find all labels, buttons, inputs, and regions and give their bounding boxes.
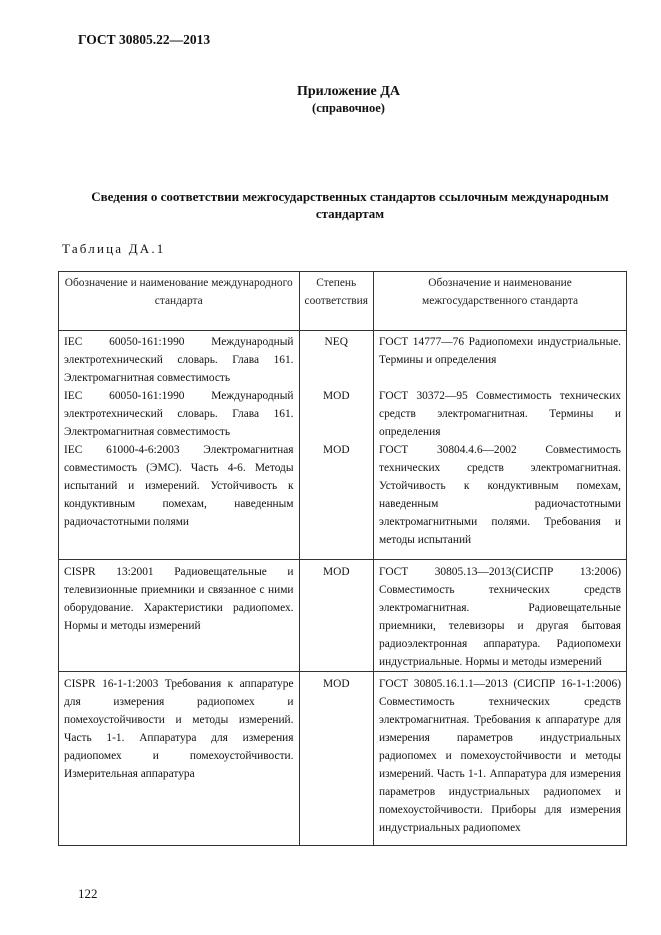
appendix-title: Приложение ДА (296, 84, 401, 99)
table-row (59, 560, 627, 672)
table-row (59, 331, 627, 388)
main-title: Сведения о соответствии межгосударственных стандартов ссылочным международным стандартам (91, 189, 609, 221)
table-row (59, 672, 627, 846)
cell-international-standard: IEC 60050-161:1990 Международный электротехнический словарь. Глава 161. Электромагнитная совместимость (59, 387, 300, 441)
cell-degree: MOD (299, 672, 374, 846)
cell-interstate-standard: ГОСТ 30805.13—2013(СИСПР 13:2006) Совместимость технических средств электромагнитная. Радиовещательные приемники, телевизоры и другая бытовая радиоэлектронная аппаратура. Радиопомехи индустриальные. Нормы и методы измерений (374, 560, 627, 672)
header-degree: Степень соответствия (299, 272, 374, 331)
cell-interstate-standard: ГОСТ 30804.4.6—2002 Совместимость технических средств электромагнитная. Устойчивость к кондуктивным помехам, наведенным радиочастотными электромагнитными полями. Требования и методы испытаний (374, 441, 627, 560)
cell-degree: MOD (299, 387, 374, 441)
cell-interstate-standard: ГОСТ 30372—95 Совместимость технических средств электромагнитная. Термины и определения (374, 387, 627, 441)
page-number: 122 (78, 886, 98, 901)
cell-international-standard: IEC 60050-161:1990 Международный электротехнический словарь. Глава 161. Электромагнитная совместимость (59, 331, 300, 388)
cell-degree: MOD (299, 441, 374, 560)
cell-international-standard: IEC 61000-4-6:2003 Электромагнитная совместимость (ЭМС). Часть 4-6. Методы испытаний и измерений. Устойчивость к кондуктивным помехам, наведенным радиочастотными полями (59, 441, 300, 560)
table-label: Таблица ДА.1 (62, 241, 166, 256)
cell-degree: NEQ (299, 331, 374, 388)
cell-interstate-standard: ГОСТ 14777—76 Радиопомехи индустриальные. Термины и определения (374, 331, 627, 388)
header-international-standard: Обозначение и наименование международного стандарта (59, 272, 300, 331)
header-interstate-standard: Обозначение и наименование межгосударственного стандарта (374, 272, 627, 331)
appendix-subtitle: (справочное) (312, 101, 385, 115)
table-row (59, 441, 627, 560)
cell-degree: MOD (299, 560, 374, 672)
cell-interstate-standard: ГОСТ 30805.16.1.1—2013 (СИСПР 16-1-1:2006) Совместимость технических средств электромагнитная. Требования к аппаратуре для измерения параметров индустриальных радиопомех и помехоустойчивости и методы измерений. Часть 1-1. Аппаратура для измерения параметров индустриальных радиопомех и помехоустойчивости. Приборы для измерения индустриальных радиопомех (374, 672, 627, 846)
table-row (59, 387, 627, 441)
document-header: ГОСТ 30805.22—2013 (78, 32, 211, 47)
correspondence-table (58, 271, 627, 846)
cell-international-standard: CISPR 13:2001 Радиовещательные и телевизионные приемники и связанное с ними оборудование. Характеристики радиопомех. Нормы и методы измерений (59, 560, 300, 672)
cell-international-standard: CISPR 16-1-1:2003 Требования к аппаратуре для измерения радиопомех и помехоустойчивости и методы измерений. Часть 1-1. Аппаратура для измерения радиопомех и помехоустойчивости. Измерительная аппаратура (59, 672, 300, 846)
table-header-row (59, 272, 627, 331)
